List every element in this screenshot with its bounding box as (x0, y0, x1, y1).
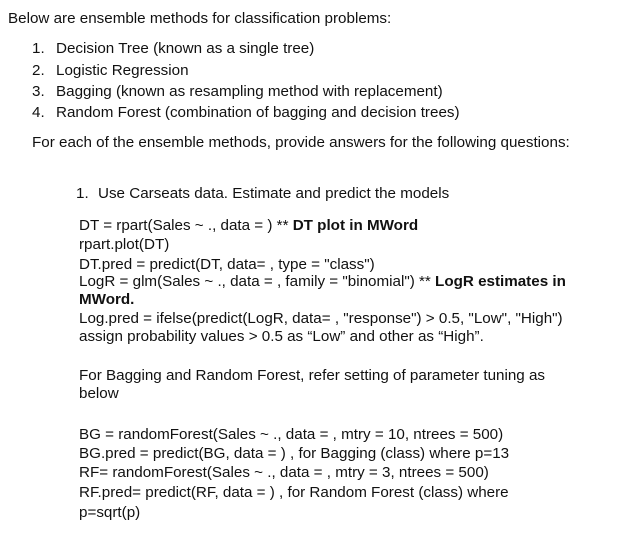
list-number: 2. (32, 62, 45, 79)
bg-pred-line: BG.pred = predict(BG, data = ) , for Bagging (class) where p=13 (79, 445, 510, 462)
dt-line (79, 216, 418, 236)
list-text: Logistic Regression (56, 62, 189, 79)
dt-code: DT = rpart(Sales ~ ., data = ) ** (79, 217, 293, 234)
bagging-note-continued: below (79, 385, 119, 402)
list-text: Random Forest (combination of bagging and decision trees) (56, 104, 460, 121)
bg-line: BG = randomForest(Sales ~ ., data = , mtry = 10, ntrees = 500) (79, 426, 504, 443)
rf-line: RF= randomForest(Sales ~ ., data = , mtry = 3, ntrees = 500) (79, 464, 489, 481)
logr-note: LogR estimates in (435, 273, 566, 290)
list-number: 4. (32, 104, 45, 121)
bagging-note: For Bagging and Random Forest, refer setting of parameter tuning as (79, 367, 545, 384)
logr-line (79, 272, 566, 292)
list-text: Decision Tree (known as a single tree) (56, 40, 315, 57)
instruction-text: For each of the ensemble methods, provide answers for the following questions: (32, 134, 570, 151)
list-number: 3. (32, 83, 45, 100)
log-pred-line: Log.pred = ifelse(predict(LogR, data= , "response") > 0.5, "Low", "High") (79, 310, 563, 327)
question-number: 1. (76, 185, 89, 202)
question-text: Use Carseats data. Estimate and predict the models (98, 185, 450, 202)
dt-note: DT plot in MWord (292, 217, 419, 234)
rpart-plot-line: rpart.plot(DT) (79, 236, 170, 253)
logr-note-continued: MWord. (79, 291, 135, 308)
list-text: Bagging (known as resampling method with replacement) (56, 83, 443, 100)
list-number: 1. (32, 40, 45, 57)
rf-pred-line: RF.pred= predict(RF, data = ) , for Random Forest (class) where (79, 484, 509, 501)
dt-pred-line: DT.pred = predict(DT, data= , type = "class") (79, 256, 375, 273)
assign-line: assign probability values > 0.5 as “Low” and other as “High”. (79, 328, 484, 345)
intro-text: Below are ensemble methods for classification problems: (8, 10, 392, 27)
rf-pred-line-continued: p=sqrt(p) (79, 504, 141, 521)
logr-code: LogR = glm(Sales ~ ., data = , family = "binomial") ** (79, 273, 436, 290)
